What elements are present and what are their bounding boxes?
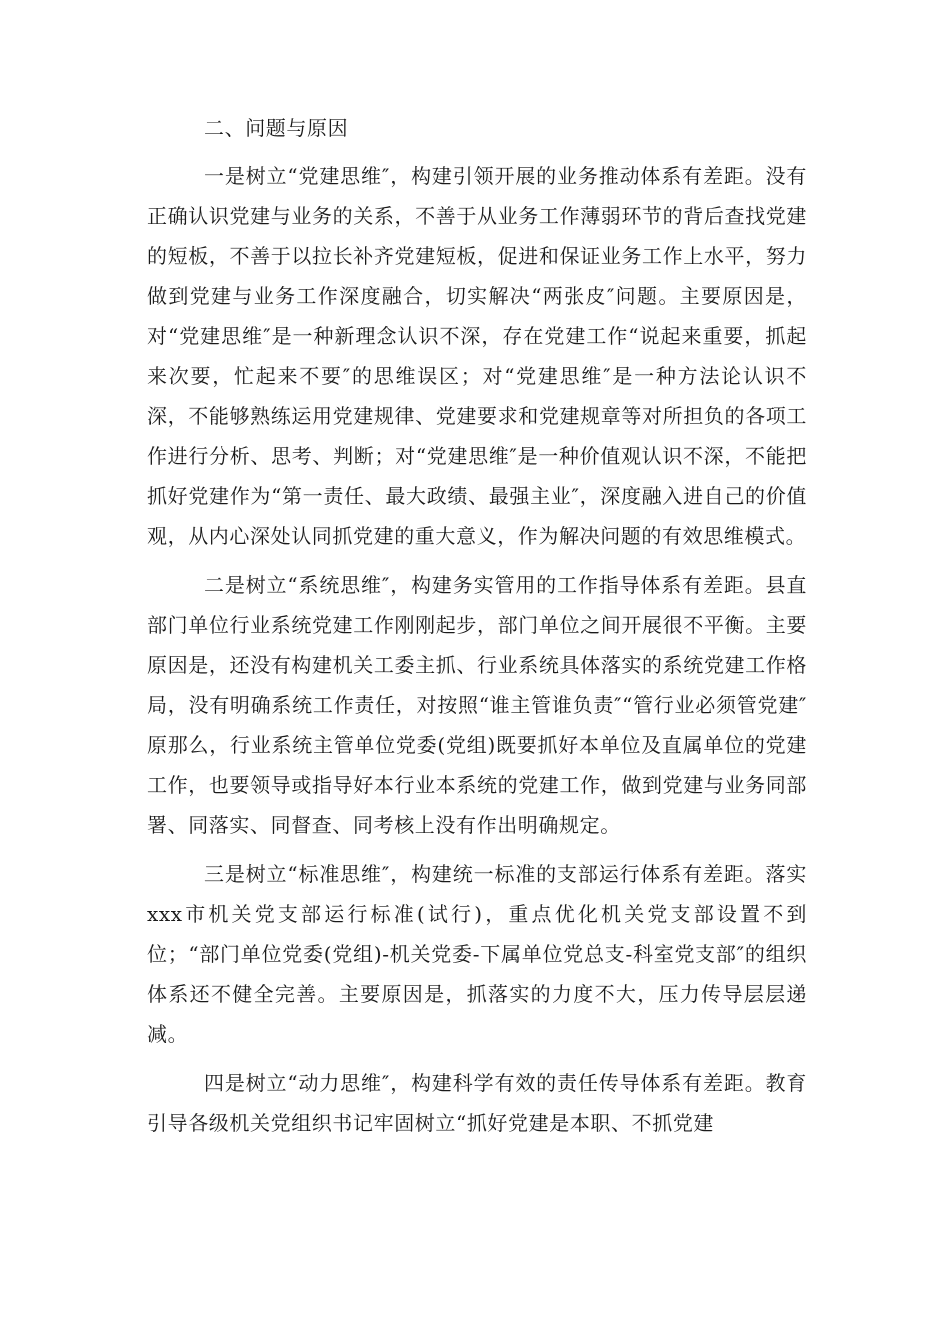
paragraph-standard-thinking: 三是树立“标准思维″，构建统一标准的支部运行体系有差距。落实xxx市机关党支部运行标准(试行)，重点优化机关党支部设置不到位；“部门单位党委(党组)-机关党委-下属单位党总支-科室党支部″的组织体系还不健全完善。主要原因是，抓落实的力度不大，压力传导层层递减。: [147, 862, 807, 1046]
document-body: [147, 108, 807, 1152]
paragraph-party-building-thinking: 一是树立“党建思维″，构建引领开展的业务推动体系有差距。没有正确认识党建与业务的关系，不善于从业务工作薄弱环节的背后查找党建的短板，不善于以拉长补齐党建短板，促进和保证业务工作上水平，努力做到党建与业务工作深度融合，切实解决“两张皮″问题。主要原因是，对“党建思维″是一种新理念认识不深，存在党建工作“说起来重要，抓起来次要，忙起来不要″的思维误区；对“党建思维″是一种方法论认识不深，不能够熟练运用党建规律、党建要求和党建规章等对所担负的各项工作进行分析、思考、判断；对“党建思维″是一种价值观认识不深，不能把抓好党建作为“第一责任、最大政绩、最强主业″，深度融入进自己的价值观，从内心深处认同抓党建的重大意义，作为解决问题的有效思维模式。: [147, 164, 807, 548]
section-title: 二、问题与原因: [204, 116, 349, 140]
paragraph-motivation-thinking: 四是树立“动力思维″，构建科学有效的责任传导体系有差距。教育引导各级机关党组织书记牢固树立“抓好党建是本职、不抓党建: [147, 1071, 807, 1135]
paragraph-system-thinking: 二是树立“系统思维″，构建务实管用的工作指导体系有差距。县直部门单位行业系统党建工作刚刚起步，部门单位之间开展很不平衡。主要原因是，还没有构建机关工委主抓、行业系统具体落实的系统党建工作格局，没有明确系统工作责任，对按照“谁主管谁负责″“管行业必须管党建″原那么，行业系统主管单位党委(党组)既要抓好本单位及直属单位的党建工作，也要领导或指导好本行业本系统的党建工作，做到党建与业务同部署、同落实、同督查、同考核上没有作出明确规定。: [147, 573, 807, 837]
